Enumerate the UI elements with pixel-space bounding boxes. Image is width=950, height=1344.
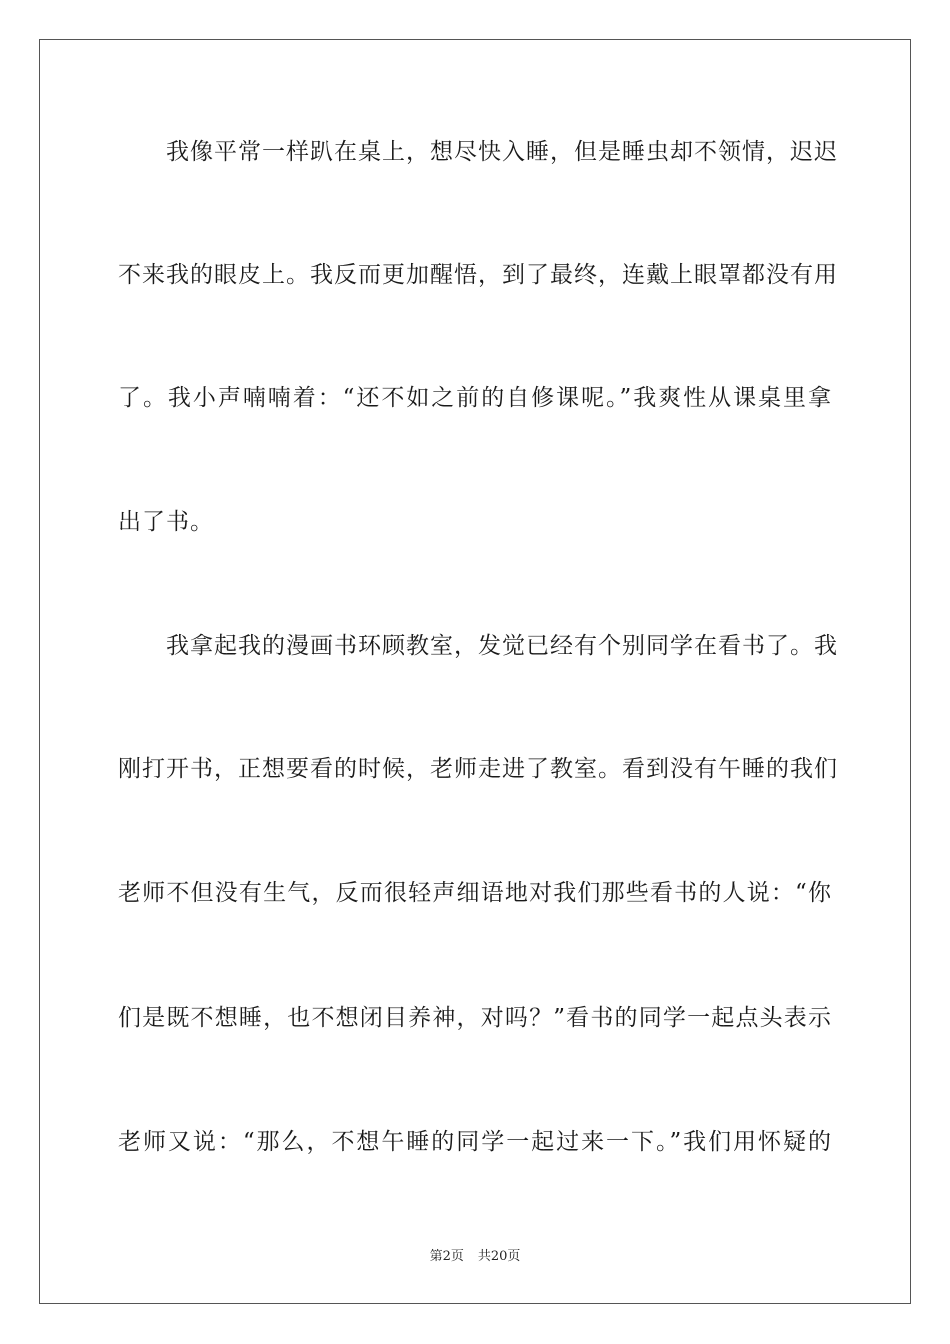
page-frame bbox=[39, 39, 911, 1304]
paragraph-2-line-4: 们是既不想睡，也不想闭目养神，对吗？”看书的同学一起点头表示 bbox=[118, 1005, 832, 1031]
paragraph-1-line-3: 了。我小声喃喃着：“还不如之前的自修课呢。”我爽性从课桌里拿 bbox=[118, 385, 832, 411]
paragraph-2-line-2: 刚打开书，正想要看的时候，老师走进了教室。看到没有午睡的我们 bbox=[118, 756, 838, 782]
paragraph-1-line-4: 出了书。 bbox=[118, 509, 214, 535]
page-footer bbox=[0, 1248, 950, 1266]
paragraph-2-line-3: 老师不但没有生气，反而很轻声细语地对我们那些看书的人说：“你 bbox=[118, 880, 832, 906]
paragraph-2-line-1: 我拿起我的漫画书环顾教室，发觉已经有个别同学在看书了。我 bbox=[118, 633, 838, 659]
paragraph-1-line-1: 我像平常一样趴在桌上，想尽快入睡，但是睡虫却不领情，迟迟 bbox=[118, 139, 838, 165]
page-number: 第2页 bbox=[429, 1249, 464, 1264]
total-pages: 共20页 bbox=[477, 1249, 521, 1264]
paragraph-1-line-2: 不来我的眼皮上。我反而更加醒悟，到了最终，连戴上眼罩都没有用 bbox=[118, 262, 838, 288]
paragraph-2-line-5: 老师又说：“那么，不想午睡的同学一起过来一下。”我们用怀疑的 bbox=[118, 1129, 832, 1155]
